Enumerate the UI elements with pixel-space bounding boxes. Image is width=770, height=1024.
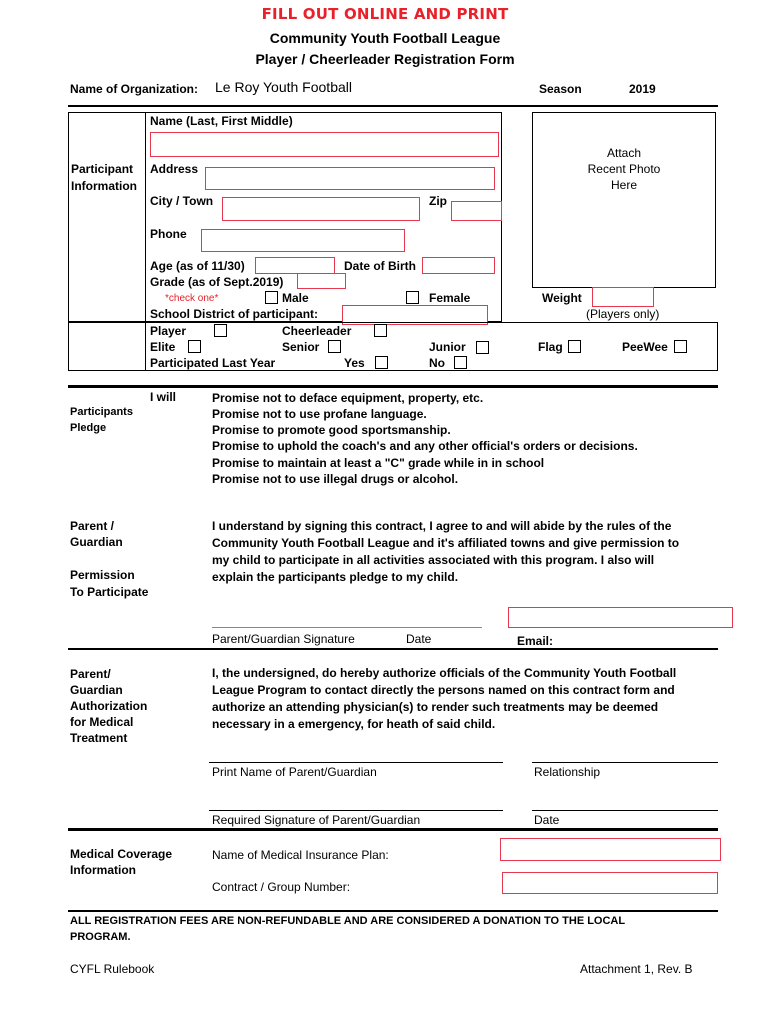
pledge-label-2: Pledge xyxy=(70,422,107,434)
participated-label: Participated Last Year xyxy=(150,356,276,370)
auth-label-4: for Medical xyxy=(70,715,134,729)
email-field[interactable] xyxy=(508,607,733,628)
school-label: School District of participant: xyxy=(150,307,319,321)
grade-label: Grade (as of Sept.2019) xyxy=(150,275,284,289)
coverage-label-1: Medical Coverage xyxy=(70,847,173,861)
yes-checkbox[interactable] xyxy=(375,356,388,369)
section-divider xyxy=(68,910,718,912)
photo-text-2: Recent Photo xyxy=(587,162,661,176)
coverage-label-2: Information xyxy=(70,863,136,877)
print-name-line[interactable] xyxy=(209,762,503,763)
rulebook-label: CYFL Rulebook xyxy=(70,962,155,976)
auth-text: authorize an attending physician(s) to render such treatments may be deemed xyxy=(212,700,659,714)
elite-label: Elite xyxy=(150,340,176,354)
pledge-item: Promise to maintain at least a "C" grade while in in school xyxy=(212,456,545,470)
female-label: Female xyxy=(429,291,471,305)
dob-label: Date of Birth xyxy=(344,259,416,273)
contract-label: Contract / Group Number: xyxy=(212,880,351,894)
permission-label-1: Parent / xyxy=(70,519,115,533)
signature-line[interactable] xyxy=(212,627,482,628)
female-checkbox[interactable] xyxy=(406,291,419,304)
check-one-note: *check one* xyxy=(165,293,219,304)
i-will-label: I will xyxy=(150,390,177,404)
pledge-item: Promise to promote good sportsmanship. xyxy=(212,423,451,437)
male-label: Male xyxy=(282,291,309,305)
print-name-label: Print Name of Parent/Guardian xyxy=(212,765,377,779)
form-title-line1: Community Youth Football League xyxy=(269,30,501,46)
permission-text: Community Youth Football League and it's affiliated towns and give permission to xyxy=(212,536,680,550)
name-label: Name (Last, First Middle) xyxy=(150,114,293,128)
type-box-divider xyxy=(145,322,146,371)
cheerleader-checkbox[interactable] xyxy=(374,324,387,337)
participant-label-1: Participant xyxy=(71,162,134,176)
org-label: Name of Organization: xyxy=(70,82,199,96)
auth-text: necessary in a emergency, for heath of said child. xyxy=(212,717,496,731)
city-field[interactable] xyxy=(222,197,420,221)
players-only-note: (Players only) xyxy=(586,307,660,321)
email-label: Email: xyxy=(517,634,554,648)
participant-box-divider xyxy=(145,112,146,322)
junior-label: Junior xyxy=(429,340,466,354)
grade-field[interactable] xyxy=(297,273,346,289)
permission-text: I understand by signing this contract, I agree to and will abide by the rules of the xyxy=(212,519,672,533)
cheerleader-label: Cheerleader xyxy=(282,324,352,338)
photo-box xyxy=(532,112,716,288)
junior-checkbox[interactable] xyxy=(476,341,489,354)
auth-label-5: Treatment xyxy=(70,731,128,745)
required-signature-line[interactable] xyxy=(209,810,503,811)
address-label: Address xyxy=(150,162,199,176)
senior-label: Senior xyxy=(282,340,320,354)
player-label: Player xyxy=(150,324,187,338)
permission-text: explain the participants pledge to my child. xyxy=(212,570,459,584)
fees-notice-line2: PROGRAM. xyxy=(70,931,131,943)
player-checkbox[interactable] xyxy=(214,324,227,337)
auth-label-1: Parent/ xyxy=(70,667,111,681)
insurance-field[interactable] xyxy=(500,838,721,861)
flag-label: Flag xyxy=(538,340,563,354)
flag-checkbox[interactable] xyxy=(568,340,581,353)
peewee-label: PeeWee xyxy=(622,340,668,354)
no-checkbox[interactable] xyxy=(454,356,467,369)
age-label: Age (as of 11/30) xyxy=(150,259,245,273)
auth-text: I, the undersigned, do hereby authorize officials of the Community Youth Football xyxy=(212,666,677,680)
permission-label-4: To Participate xyxy=(70,585,149,599)
weight-label: Weight xyxy=(542,291,582,305)
relationship-label: Relationship xyxy=(534,765,601,779)
section-divider xyxy=(68,828,718,831)
pledge-item: Promise not to use profane language. xyxy=(212,407,427,421)
peewee-checkbox[interactable] xyxy=(674,340,687,353)
attachment-label: Attachment 1, Rev. B xyxy=(580,962,693,976)
male-checkbox[interactable] xyxy=(265,291,278,304)
relationship-line[interactable] xyxy=(532,762,718,763)
section-divider xyxy=(68,648,718,650)
section-divider xyxy=(68,385,718,388)
season-label: Season xyxy=(539,82,582,96)
auth-text: League Program to contact directly the persons named on this contract form and xyxy=(212,683,675,697)
pledge-label-1: Participants xyxy=(70,406,133,418)
form-title-line2: Player / Cheerleader Registration Form xyxy=(255,51,515,67)
dob-field[interactable] xyxy=(422,257,495,274)
phone-label: Phone xyxy=(150,227,187,241)
no-label: No xyxy=(429,356,445,370)
required-signature-label: Required Signature of Parent/Guardian xyxy=(212,813,421,827)
signature-date-label: Date xyxy=(406,632,432,646)
season-value[interactable]: 2019 xyxy=(629,82,656,96)
auth-date-line[interactable] xyxy=(532,810,718,811)
senior-checkbox[interactable] xyxy=(328,340,341,353)
photo-text-1: Attach xyxy=(606,146,642,160)
divider xyxy=(68,105,718,107)
auth-label-3: Authorization xyxy=(70,699,148,713)
phone-field[interactable] xyxy=(201,229,405,252)
photo-text-3: Here xyxy=(610,178,637,192)
age-field[interactable] xyxy=(255,257,335,274)
fees-notice-line1: ALL REGISTRATION FEES ARE NON-REFUNDABLE AND ARE CONSIDERED A DONATION TO THE LOCAL xyxy=(70,915,626,927)
contract-field[interactable] xyxy=(502,872,718,894)
weight-field[interactable] xyxy=(592,287,654,307)
org-value[interactable]: Le Roy Youth Football xyxy=(215,79,352,95)
permission-label-2: Guardian xyxy=(70,535,123,549)
city-label: City / Town xyxy=(150,194,214,208)
parent-signature-label: Parent/Guardian Signature xyxy=(212,632,355,646)
pledge-item: Promise to uphold the coach's and any other official's orders or decisions. xyxy=(212,439,638,453)
auth-label-2: Guardian xyxy=(70,683,123,697)
permission-text: my child to participate in all activities associated with this program. I also will xyxy=(212,553,655,567)
address-field[interactable] xyxy=(205,167,495,190)
yes-label: Yes xyxy=(344,356,365,370)
elite-checkbox[interactable] xyxy=(188,340,201,353)
zip-field[interactable] xyxy=(451,201,502,221)
permission-label-3: Permission xyxy=(70,568,135,582)
zip-label: Zip xyxy=(429,194,447,208)
auth-date-label: Date xyxy=(534,813,560,827)
name-field[interactable] xyxy=(150,132,499,157)
insurance-label: Name of Medical Insurance Plan: xyxy=(212,848,389,862)
pledge-item: Promise not to deface equipment, property, etc. xyxy=(212,391,484,405)
pledge-item: Promise not to use illegal drugs or alcohol. xyxy=(212,472,459,486)
participant-label-2: Information xyxy=(71,179,137,193)
banner: FILL OUT ONLINE AND PRINT xyxy=(261,5,509,23)
